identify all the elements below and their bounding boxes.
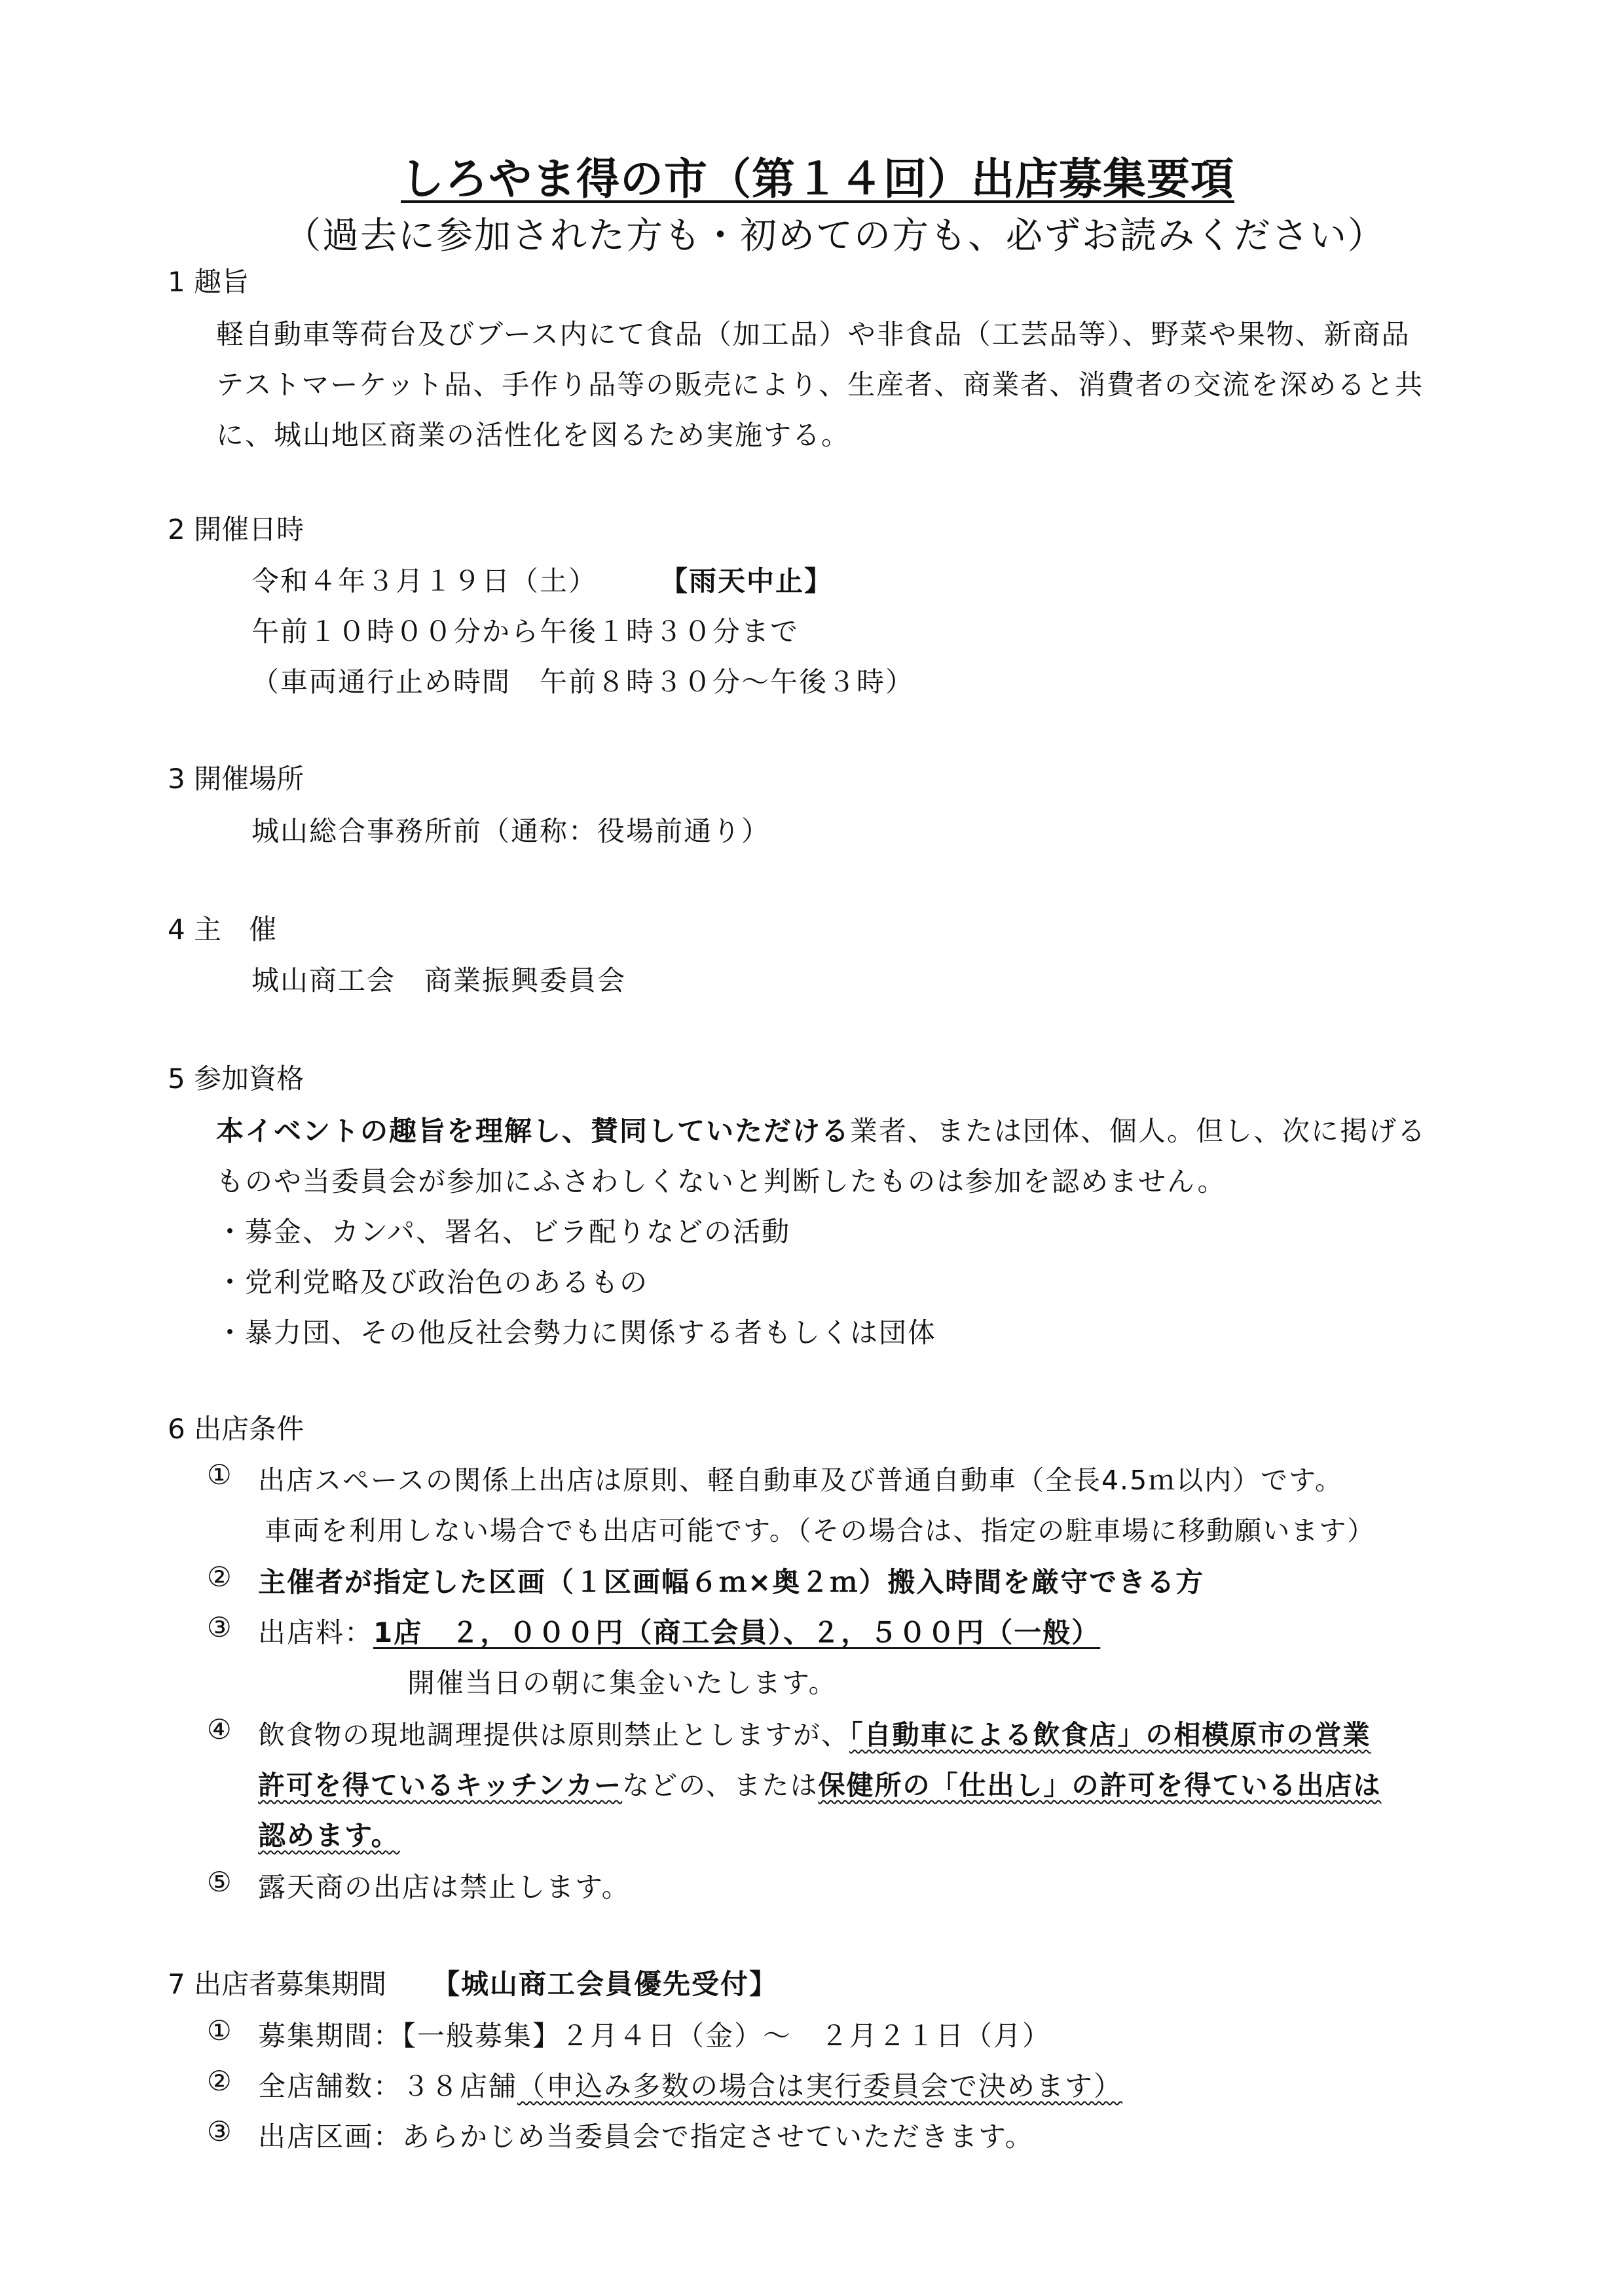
fee-collection-note: 開催当日の朝に集金いたします。: [407, 1667, 838, 1699]
condition-4-line-3: 認めます。: [258, 1819, 400, 1851]
event-time: 午前１０時００分から午後１時３０分まで: [251, 615, 800, 647]
connector-text: などの、または: [622, 1770, 819, 1801]
page-subtitle: （過去に参加された方も・初めての方も、必ずお読みください）: [284, 215, 1386, 257]
road-closure-time: （車両通行止め時間 午前８時３０分～午後３時）: [251, 666, 915, 698]
page-title: しろやま得の市（第１４回）出店募集要項: [401, 154, 1234, 204]
booth-assignment: 出店区画：あらかじめ当委員会で指定させていただきます。: [258, 2121, 1034, 2153]
condition-4-line-2: [258, 1764, 1382, 1802]
rain-cancel-note: 【雨天中止】: [660, 565, 834, 597]
section-1-heading: 1 趣旨: [168, 266, 249, 298]
food-rule: 飲食物の現地調理提供は原則禁止としますが、: [258, 1719, 849, 1751]
condition-1-line-2: 車両を利用しない場合でも出店可能です。（その場合は、指定の駐車場に移動願います）: [265, 1515, 1376, 1546]
store-count-note: （申込み多数の場合は実行委員会で決めます）: [517, 2070, 1123, 2102]
food-permit-phrase-1: 「自動車による飲食店」の相模原市の営業: [849, 1719, 1371, 1751]
eligibility-rest: 業者、または団体、個人。但し、次に掲げる: [850, 1115, 1427, 1147]
section-1-line-2: テストマーケット品、手作り品等の販売により、生産者、商業者、消費者の交流を深めると共: [216, 369, 1424, 401]
eligibility-line-2: ものや当委員会が参加にふさわしくないと判断したものは参加を認めません。: [216, 1165, 1227, 1197]
condition-5-number: ⑤: [207, 1866, 233, 1898]
section-3-heading: 3 開催場所: [168, 763, 304, 795]
recruit-period: 募集期間：【一般募集】２月４日（金）～ ２月２１日（月）: [258, 2020, 1052, 2052]
event-place: 城山総合事務所前（通称：役場前通り）: [251, 815, 771, 847]
condition-1-line-1: 出店スペースの関係上出店は原則、軽自動車及び普通自動車（全長4.5ｍ以内）です。: [258, 1465, 1343, 1496]
section-4-heading: 4 主 催: [168, 913, 277, 945]
health-center-phrase: 保健所の「仕出し」の許可を得ている出店は: [818, 1770, 1382, 1801]
fee-amounts: 1店 ２，０００円（商工会員）、２，５００円（一般）: [373, 1616, 1101, 1649]
condition-4-line-1: [258, 1713, 1371, 1752]
section-7-heading: 7 出店者募集期間: [168, 1968, 387, 2000]
exclusion-item-3: ・暴力団、その他反社会勢力に関係する者もしくは団体: [216, 1317, 937, 1349]
exclusion-item-1: ・募金、カンパ、署名、ビラ配りなどの活動: [216, 1216, 791, 1248]
recruit-2-number: ②: [207, 2065, 233, 2097]
exclusion-item-2: ・党利党略及び政治色のあるもの: [216, 1266, 649, 1298]
condition-5-text: 露天商の出店は禁止します。: [258, 1871, 631, 1903]
section-1-line-3: に、城山地区商業の活性化を図るため実施する。: [216, 419, 851, 451]
priority-note: 【城山商工会員優先受付】: [432, 1968, 779, 2000]
recruit-3-number: ③: [207, 2115, 233, 2147]
event-date: 令和４年３月１９日（土）: [251, 565, 598, 597]
condition-1-number: ①: [207, 1459, 233, 1491]
organizer: 城山商工会 商業振興委員会: [251, 964, 627, 996]
section-5-heading: 5 参加資格: [168, 1063, 304, 1095]
store-count-line: [258, 2065, 1122, 2104]
eligibility-line-1: [216, 1110, 1426, 1149]
fee-line: [258, 1611, 1100, 1650]
kitchen-car-phrase: 許可を得ているキッチンカー: [258, 1770, 623, 1801]
condition-3-number: ③: [207, 1611, 233, 1643]
condition-4-number: ④: [207, 1713, 233, 1745]
condition-2-text: 主催者が指定した区画（１区画幅６ｍ×奥２ｍ）搬入時間を厳守できる方: [258, 1566, 1205, 1598]
recruit-1-number: ①: [207, 2014, 233, 2047]
condition-2-number: ②: [207, 1561, 233, 1593]
fee-label: 出店料：: [258, 1616, 374, 1649]
store-count: 全店舗数：３８店舗: [258, 2070, 518, 2102]
eligibility-emphasis: 本イベントの趣旨を理解し、賛同していただける: [216, 1115, 851, 1147]
section-2-heading: 2 開催日時: [168, 513, 304, 545]
section-1-line-1: 軽自動車等荷台及びブース内にて食品（加工品）や非食品（工芸品等）、野菜や果物、新商品: [216, 318, 1411, 350]
section-6-heading: 6 出店条件: [168, 1413, 304, 1445]
